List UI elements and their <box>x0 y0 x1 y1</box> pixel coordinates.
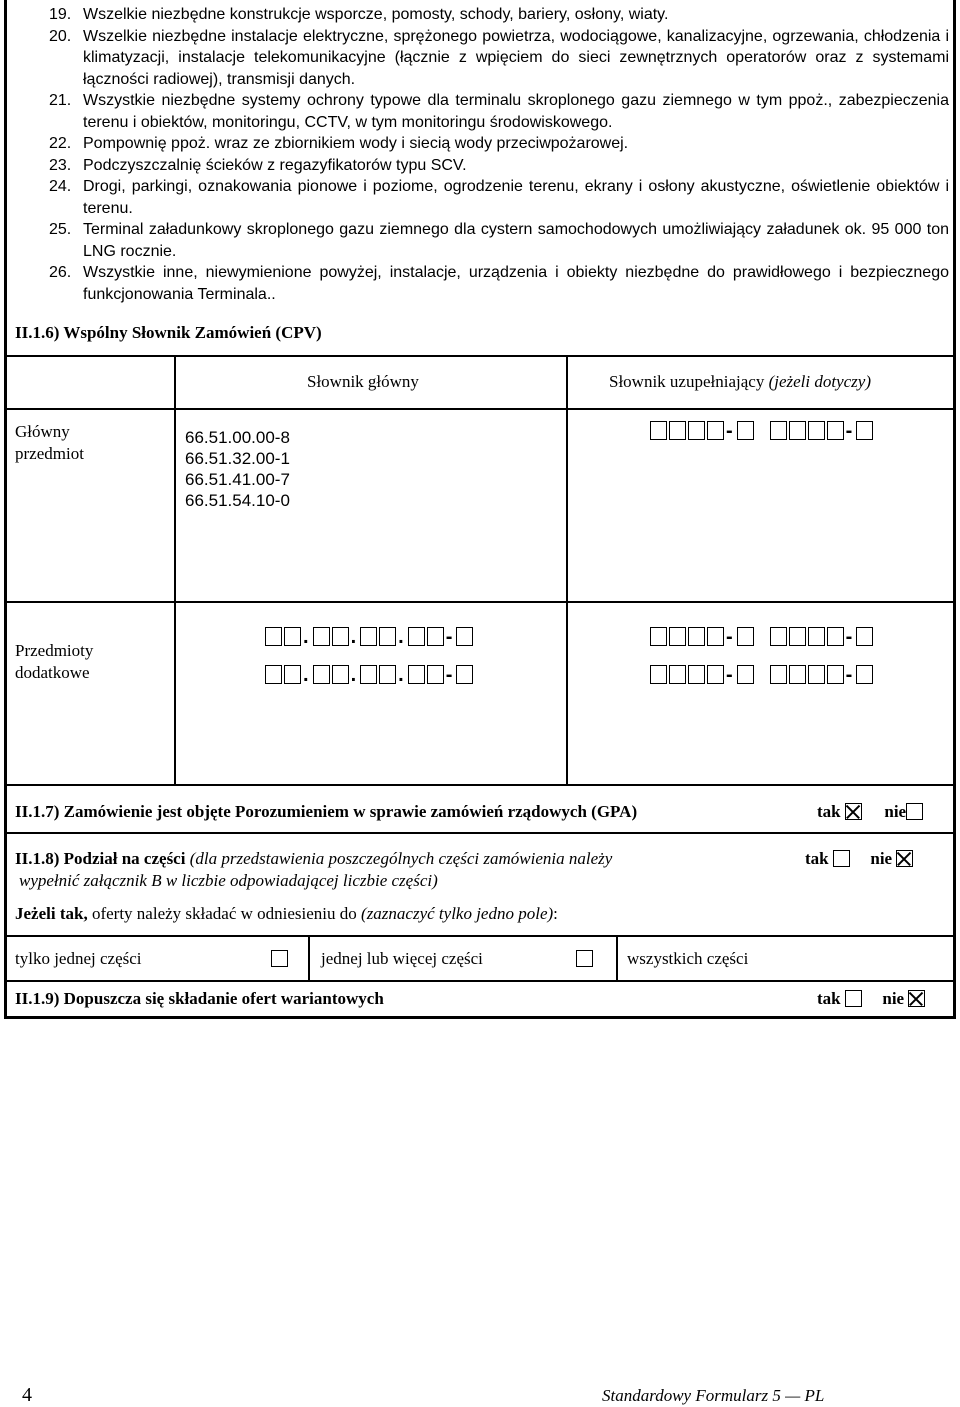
additional-cpv-code-boxes-2[interactable]: . . . - <box>265 664 475 687</box>
variants-heading: II.1.9) Dopuszcza się składanie ofert wariantowych <box>15 989 384 1008</box>
option-all-parts-label: wszystkich części <box>627 949 749 968</box>
page-number: 4 <box>22 1384 32 1406</box>
offers-note: (zaznaczyć tylko jedno pole) <box>361 904 554 923</box>
list-item-text: Drogi, parkingi, oznakowania pionowe i poziome, ogrodzenie terenu, ekrany i osłony akustyczne, oświetlenie obiektów i terenu. <box>83 178 949 217</box>
options-bottom <box>4 980 956 982</box>
parts-choice <box>805 849 913 869</box>
cpv-heading: II.1.6) Wspólny Słownik Zamówień (CPV) <box>15 323 322 342</box>
cpv-table-col2 <box>566 355 568 786</box>
list-item-text: Wszystkie niezbędne systemy ochrony typowe dla terminalu skroplonego gazu ziemnego w tym ppoż., zabezpieczenia terenu i obiektów, monitoringu, CCTV, w tym monitoringu środowiskowego. <box>83 92 949 131</box>
list-item-number: 25. <box>49 221 72 238</box>
list-item-number: 21. <box>49 92 72 109</box>
gpa-yes-label: tak <box>817 802 841 821</box>
gpa-divider <box>4 832 956 834</box>
row-main-subject-label <box>15 421 84 465</box>
main-cpv-codes <box>185 427 290 511</box>
cpv-code: 66.51.54.10-0 <box>185 491 290 510</box>
list-item-text: Pompownię ppoż. wraz ze zbiornikiem wody i siecią wody przeciwpożarowej. <box>83 135 629 152</box>
cpv-table-bottom <box>4 784 956 786</box>
parts-heading-line <box>15 849 612 869</box>
col-main-vocabulary: Słownik główny <box>307 372 419 391</box>
col-supp-note: (jeżeli dotyczy) <box>768 372 872 391</box>
list-item-number: 24. <box>49 178 72 195</box>
row-main-label-line1: Główny <box>15 422 70 441</box>
parts-heading: II.1.8) Podział na części <box>15 849 186 868</box>
parts-no-checkbox[interactable] <box>896 850 913 867</box>
cpv-code: 66.51.32.00-1 <box>185 449 290 468</box>
additional-supp-code-boxes-1[interactable]: - - <box>650 626 875 649</box>
offers-instruction <box>15 904 558 924</box>
row-additional-subjects-label <box>15 640 93 684</box>
list-item <box>49 219 949 262</box>
list-item <box>49 4 949 26</box>
parts-note-1: (dla przedstawienia poszczególnych części zamówienia należy <box>189 849 613 868</box>
variants-choice <box>817 989 925 1009</box>
option-one-or-more-label: jednej lub więcej części <box>321 949 483 968</box>
list-item-number: 20. <box>49 27 72 45</box>
list-item-number: 23. <box>49 156 72 174</box>
parts-note-2: wypełnić załącznik B w liczbie odpowiadającej liczbie części) <box>19 871 438 890</box>
list-item <box>49 155 949 177</box>
gpa-yes-checkbox[interactable] <box>845 803 862 820</box>
variants-yes-checkbox[interactable] <box>845 990 862 1007</box>
gpa-choice <box>817 802 923 822</box>
additional-cpv-code-boxes-1[interactable]: . . . - <box>265 626 475 649</box>
supp-code-boxes-main[interactable]: - - <box>650 420 875 443</box>
row-extra-label-line2: dodatkowe <box>15 663 90 682</box>
gpa-no-checkbox[interactable] <box>906 803 923 820</box>
options-col1 <box>308 935 310 981</box>
option-one-or-more-checkbox[interactable] <box>576 950 593 967</box>
list-item-number: 26. <box>49 264 72 281</box>
list-item-text: Wszystkie inne, niewymienione powyżej, instalacje, urządzenia i obiekty niezbędne do prawidłowego i bezpiecznego funkcjonowania Terminala.. <box>83 264 949 303</box>
col-supplementary-vocabulary <box>609 372 871 392</box>
row-extra-label-line1: Przedmioty <box>15 641 94 660</box>
parts-no-label: nie <box>870 849 893 868</box>
cpv-table-top <box>4 355 956 357</box>
row-main-label-line2: przedmiot <box>15 444 84 463</box>
list-item <box>49 133 949 155</box>
variants-yes-label: tak <box>817 989 841 1008</box>
option-one-part-label: tylko jednej części <box>15 949 142 968</box>
offers-colon: : <box>553 904 558 923</box>
list-item-text: Wszelkie niezbędne instalacje elektryczne, sprężonego powietrza, wodociągowe, kanalizacyjne, ogrzewania, chłodzenia i klimatyzacji, instalacje telekomunikacyjne (łącznie z wpięciem do sieci zewnętrznych operatorów oraz z systemami łączności radiowej), transmisji danych. <box>83 27 949 88</box>
cpv-table-header-bottom <box>4 408 956 410</box>
list-item-text: Terminal załadunkowy skroplonego gazu ziemnego dla cystern samochodowych umożliwiający załadunek ok. 95 000 ton LNG rocznie. <box>83 221 949 260</box>
form-name: Standardowy Formularz 5 — PL <box>602 1386 825 1405</box>
list-item <box>49 176 949 219</box>
parts-yes-label: tak <box>805 849 829 868</box>
variants-no-checkbox[interactable] <box>908 990 925 1007</box>
list-item <box>49 262 949 305</box>
options-col2 <box>616 935 618 981</box>
gpa-heading: II.1.7) Zamówienie jest objęte Porozumieniem w sprawie zamówień rządowych (GPA) <box>15 802 638 821</box>
cpv-code: 66.51.00.00-8 <box>185 428 290 447</box>
list-item-text: Wszelkie niezbędne konstrukcje wsporcze, pomosty, schody, bariery, osłony, wiaty. <box>83 6 669 23</box>
option-one-part-checkbox[interactable] <box>271 950 288 967</box>
parts-yes-checkbox[interactable] <box>833 850 850 867</box>
options-top <box>4 935 956 937</box>
cpv-code: 66.51.41.00-7 <box>185 470 290 489</box>
list-item <box>49 90 949 133</box>
variants-no-label: nie <box>882 989 905 1008</box>
list-item-number: 22. <box>49 135 72 152</box>
offers-bold: Jeżeli tak, <box>15 904 88 923</box>
col-supp-label: Słownik uzupełniający <box>609 372 765 391</box>
offers-text: oferty należy składać w odniesieniu do <box>91 904 357 923</box>
cpv-table-col1 <box>174 355 176 786</box>
list-item <box>49 26 949 91</box>
list-item-number: 19. <box>49 6 72 23</box>
scope-list <box>49 4 949 305</box>
list-item-text: Podczyszczalnię ścieków z regazyfikatorów typu SCV. <box>83 156 467 174</box>
cpv-table-row-divider <box>4 601 956 603</box>
additional-supp-code-boxes-2[interactable]: - - <box>650 664 875 687</box>
gpa-no-label: nie <box>884 802 907 821</box>
